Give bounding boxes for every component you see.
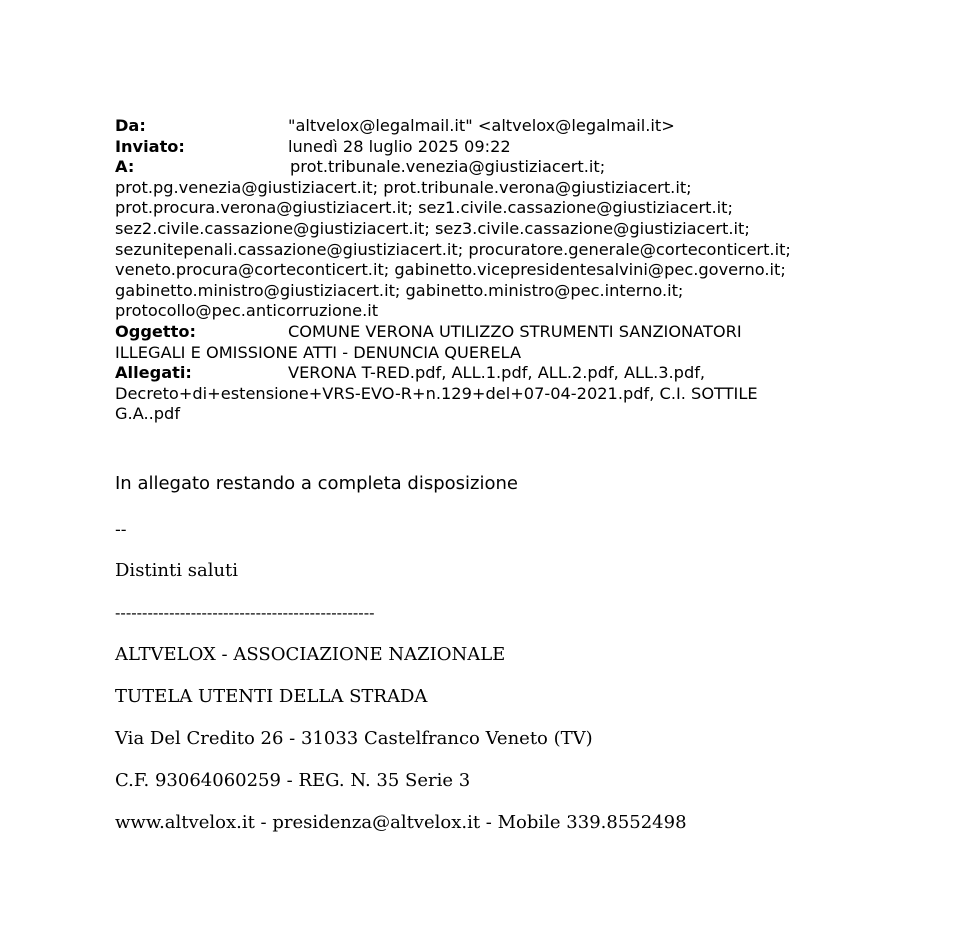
to-recipients-line: sezunitepenali.cassazione@giustiziacert.it; procuratore.generale@corteconticert.it; <box>115 239 791 259</box>
signature-line: Via Del Credito 26 - 31033 Castelfranco Veneto (TV) <box>115 727 593 749</box>
to-first-recipient: prot.tribunale.venezia@giustiziacert.it; <box>290 157 606 177</box>
subject-continuation: ILLEGALI E OMISSIONE ATTI - DENUNCIA QUERELA <box>115 342 522 362</box>
body-separator: -- <box>115 519 127 539</box>
body-intro: In allegato restando a completa disposizione <box>115 472 518 494</box>
signature-line: TUTELA UTENTI DELLA STRADA <box>115 685 428 707</box>
email-document <box>115 116 875 834</box>
to-recipients-line: prot.procura.verona@giustiziacert.it; sez1.civile.cassazione@giustiziacert.it; <box>115 198 733 218</box>
signature-line: ALTVELOX - ASSOCIAZIONE NAZIONALE <box>115 643 506 665</box>
to-recipients-line: sez2.civile.cassazione@giustiziacert.it; sez3.civile.cassazione@giustiziacert.it; <box>115 218 750 238</box>
from-label: Da: <box>115 116 146 135</box>
attachments-line: G.A..pdf <box>115 404 181 424</box>
attachments-value: VERONA T-RED.pdf, ALL.1.pdf, ALL.2.pdf, ALL.3.pdf, <box>288 363 706 383</box>
to-recipients-line: prot.pg.venezia@giustiziacert.it; prot.tribunale.verona@giustiziacert.it; <box>115 177 692 197</box>
to-label: A: <box>115 157 135 177</box>
signature-line: www.altvelox.it - presidenza@altvelox.it - Mobile 339.8552498 <box>115 811 687 833</box>
signature-block <box>115 644 875 834</box>
to-row <box>115 157 875 178</box>
sent-label: Inviato: <box>115 136 185 156</box>
to-recipients-line: protocollo@pec.anticorruzione.it <box>115 301 379 321</box>
signature-rule: ------------------------------------------------ <box>115 602 375 622</box>
sent-value: lunedì 28 luglio 2025 09:22 <box>288 136 511 156</box>
subject-row <box>115 322 875 343</box>
to-recipients-line: veneto.procura@corteconticert.it; gabinetto.vicepresidentesalvini@pec.governo.it; <box>115 260 786 280</box>
attachments-row <box>115 363 875 384</box>
email-header <box>115 116 875 425</box>
attachments-label: Allegati: <box>115 363 192 383</box>
to-recipients-line: gabinetto.ministro@giustiziacert.it; gabinetto.ministro@pec.interno.it; <box>115 280 684 300</box>
subject-label: Oggetto: <box>115 321 196 341</box>
signature-line: C.F. 93064060259 - REG. N. 35 Serie 3 <box>115 769 471 791</box>
greeting: Distinti saluti <box>115 559 239 581</box>
sent-row <box>115 137 875 158</box>
from-value: "altvelox@legalmail.it" <altvelox@legalmail.it> <box>288 116 675 135</box>
from-row <box>115 116 875 137</box>
subject-value: COMUNE VERONA UTILIZZO STRUMENTI SANZIONATORI <box>288 321 742 341</box>
attachments-line: Decreto+di+estensione+VRS-EVO-R+n.129+del+07-04-2021.pdf, C.I. SOTTILE <box>115 383 758 403</box>
